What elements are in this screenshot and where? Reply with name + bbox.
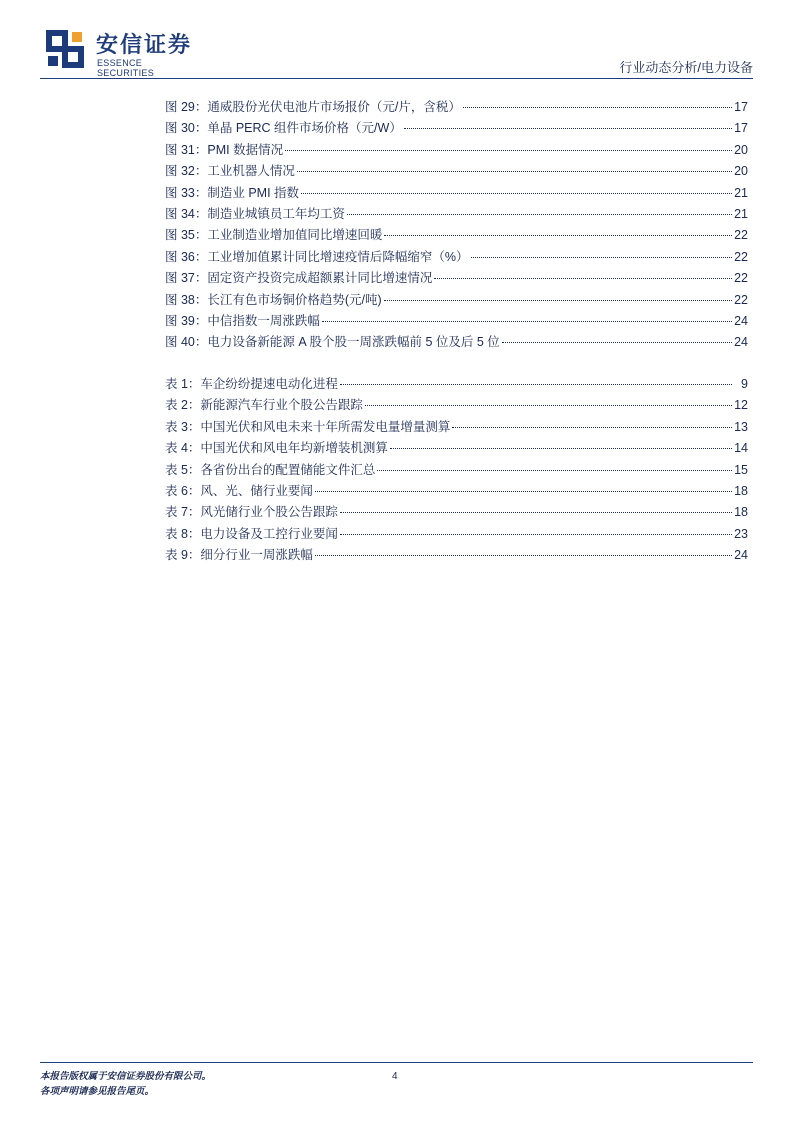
- dot-leader: [404, 119, 732, 129]
- toc-page-number: 24: [734, 335, 748, 350]
- dot-leader: [340, 525, 732, 535]
- table-toc-entry[interactable]: [165, 438, 748, 459]
- dot-leader: [377, 461, 732, 471]
- table-toc-entry[interactable]: [165, 417, 748, 438]
- dot-leader: [340, 375, 732, 385]
- toc-page-number: 15: [734, 462, 748, 477]
- dot-leader: [297, 162, 732, 172]
- copyright-notice: 本报告版权属于安信证券股份有限公司。: [40, 1071, 212, 1082]
- toc-entry-label: 图 32：工业机器人情况: [165, 164, 295, 179]
- toc-entry-label: 图 34：制造业城镇员工年均工资: [165, 206, 345, 221]
- toc-entry-label: 图 37：固定资产投资完成超额累计同比增速情况: [165, 271, 433, 286]
- logo-english-name: ESSENCE SECURITIES: [97, 58, 155, 78]
- toc-page-number: 17: [734, 100, 748, 114]
- figure-toc-entry[interactable]: [165, 311, 748, 332]
- toc-page-number: 22: [734, 271, 748, 286]
- figure-toc-entry[interactable]: [165, 247, 748, 268]
- figure-toc-entry[interactable]: [165, 140, 748, 161]
- figure-toc-entry[interactable]: [165, 290, 748, 311]
- dot-leader: [315, 546, 732, 556]
- toc-entry-label: 图 35：工业制造业增加值同比增速回暖: [165, 228, 383, 243]
- table-toc-entry[interactable]: [165, 395, 748, 416]
- company-logo: [40, 24, 200, 78]
- toc-page-number: 22: [734, 228, 748, 243]
- page-number: 4: [392, 1071, 398, 1082]
- toc-entry-label: 表 6：风、光、储行业要闻: [165, 483, 313, 498]
- toc-page-number: 24: [734, 548, 748, 563]
- figure-toc-entry[interactable]: [165, 118, 748, 139]
- toc-page-number: 24: [734, 313, 748, 328]
- toc-entry-label: 表 4：中国光伏和风电年均新增装机测算: [165, 441, 388, 456]
- table-toc-entry[interactable]: [165, 374, 748, 395]
- toc-entry-label: 表 8：电力设备及工控行业要闻: [165, 526, 338, 541]
- dot-leader: [285, 141, 732, 151]
- toc-entry-label: 表 9：细分行业一周涨跌幅: [165, 548, 313, 563]
- dot-leader: [384, 226, 732, 236]
- toc-entry-label: 图 39：中信指数一周涨跌幅: [165, 313, 320, 328]
- table-toc-entry[interactable]: [165, 460, 748, 481]
- toc-entry-label: 表 5：各省份出台的配置储能文件汇总: [165, 462, 376, 477]
- toc-entry-label: 图 33：制造业 PMI 指数: [165, 185, 300, 200]
- table-toc-entry[interactable]: [165, 524, 748, 545]
- dot-leader: [365, 396, 732, 406]
- toc-page-number: 21: [734, 206, 748, 221]
- dot-leader: [502, 333, 732, 343]
- dot-leader: [301, 184, 732, 194]
- page-header: [40, 24, 753, 80]
- toc-entry-label: 图 31：PMI 数据情况: [165, 142, 284, 157]
- toc-entry-label: 图 36：工业增加值累计同比增速疫情后降幅缩窄（%）: [165, 249, 469, 264]
- toc-entry-label: 表 7：风光储行业个股公告跟踪: [165, 505, 338, 520]
- figure-list: [165, 97, 748, 354]
- toc-page-number: 22: [734, 249, 748, 264]
- figure-toc-entry[interactable]: [165, 161, 748, 182]
- toc-entry-label: 表 2：新能源汽车行业个股公告跟踪: [165, 398, 363, 413]
- table-toc-entry[interactable]: [165, 502, 748, 523]
- dot-leader: [322, 312, 732, 322]
- dot-leader: [452, 418, 732, 428]
- toc-page-number: 14: [734, 441, 748, 456]
- toc-page-number: 18: [734, 505, 748, 520]
- table-list: [165, 374, 748, 567]
- toc-page-number: 22: [734, 292, 748, 307]
- dot-leader: [315, 482, 732, 492]
- toc-page-number: 23: [734, 526, 748, 541]
- footer-divider: [40, 1062, 753, 1063]
- toc-page-number: 20: [734, 142, 748, 157]
- toc-page-number: 9: [741, 377, 748, 391]
- toc-entry-label: 表 1：车企纷纷提速电动化进程: [165, 377, 338, 391]
- toc-page-number: 20: [734, 164, 748, 179]
- figure-toc-entry[interactable]: [165, 332, 748, 353]
- toc-page-number: 13: [734, 419, 748, 434]
- dot-leader: [463, 98, 732, 108]
- table-toc-entry[interactable]: [165, 481, 748, 502]
- toc-page-number: 18: [734, 483, 748, 498]
- dot-leader: [434, 269, 732, 279]
- essence-logo-icon: [46, 30, 84, 68]
- report-category: 行业动态分析/电力设备: [619, 60, 753, 75]
- figure-toc-entry[interactable]: [165, 97, 748, 118]
- toc-page-number: 17: [734, 121, 748, 136]
- figure-toc-entry[interactable]: [165, 183, 748, 204]
- dot-leader: [347, 205, 732, 215]
- figure-toc-entry[interactable]: [165, 204, 748, 225]
- toc-page-number: 12: [734, 398, 748, 413]
- dot-leader: [384, 291, 732, 301]
- header-divider: [40, 78, 753, 79]
- logo-chinese-name: 安信证券: [96, 32, 193, 57]
- toc-entry-label: 表 3：中国光伏和风电未来十年所需发电量增量测算: [165, 419, 451, 434]
- figure-toc-entry[interactable]: [165, 225, 748, 246]
- dot-leader: [471, 248, 733, 258]
- dot-leader: [340, 503, 732, 513]
- toc-entry-label: 图 40：电力设备新能源 A 股个股一周涨跌幅前 5 位及后 5 位: [165, 335, 500, 350]
- dot-leader: [390, 439, 732, 449]
- figure-toc-entry[interactable]: [165, 268, 748, 289]
- toc-page-number: 21: [734, 185, 748, 200]
- toc-entry-label: 图 30：单晶 PERC 组件市场价格（元/W）: [165, 121, 402, 136]
- toc-entry-label: 图 38：长江有色市场铜价格趋势(元/吨): [165, 292, 382, 307]
- table-toc-entry[interactable]: [165, 545, 748, 566]
- toc-entry-label: 图 29：通威股份光伏电池片市场报价（元/片，含税）: [165, 100, 461, 114]
- disclaimer-notice: 各项声明请参见报告尾页。: [40, 1086, 155, 1097]
